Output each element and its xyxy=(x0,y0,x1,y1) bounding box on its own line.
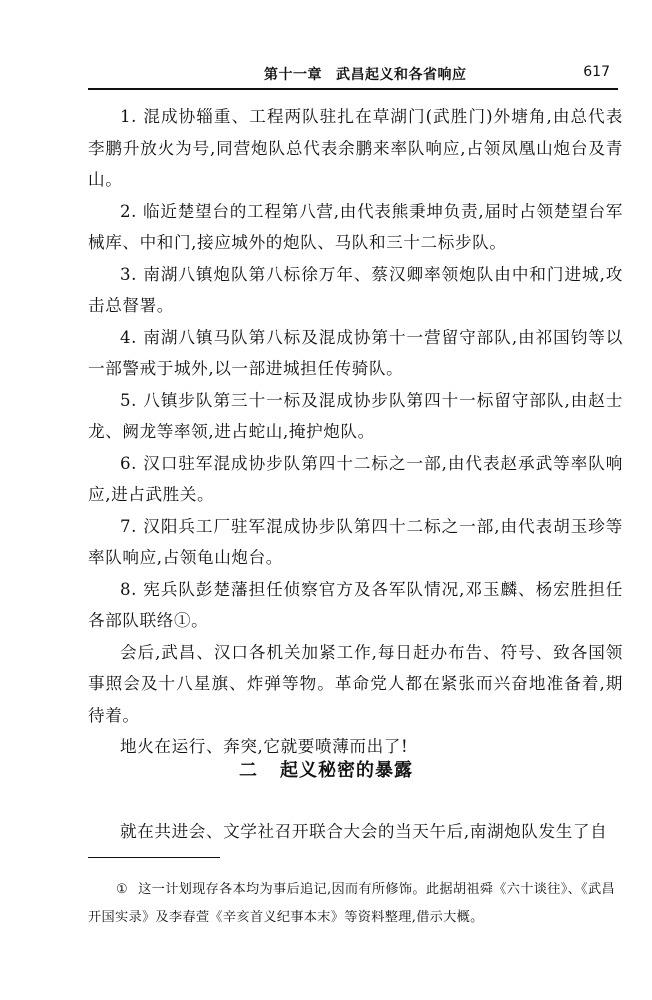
footnote-text: 这一计划现存各本均为事后追记,因而有所修饰。此据胡祖舜《六十谈往》、《武昌开国实录》及李春萱《辛亥首义纪事本末》等资料整理,借示大概。 xyxy=(88,882,615,925)
section-first-paragraph: 就在共进会、文学社召开联合大会的当天午后,南湖炮队发生了自 xyxy=(120,822,608,841)
footnote-divider xyxy=(88,857,220,858)
paragraph-item-5: 5. 八镇步队第三十一标及混成协步队第四十一标留守部队,由赵士龙、阙龙等率领,进占蛇山,掩护炮队。 xyxy=(88,390,623,441)
page-number: 617 xyxy=(583,64,610,80)
paragraph-item-7: 7. 汉阳兵工厂驻军混成协步队第四十二标之一部,由代表胡玉珍等率队响应,占领龟山炮台。 xyxy=(88,516,623,567)
footnote-marker: ① xyxy=(116,882,129,897)
paragraph-closing: 地火在运行、奔突,它就要喷薄而出了! xyxy=(120,737,409,756)
paragraph-item-8: 8. 宪兵队彭楚藩担任侦察官方及各军队情况,邓玉麟、杨宏胜担任各部队联络①。 xyxy=(88,579,623,630)
paragraph-item-4: 4. 南湖八镇马队第八标及混成协第十一营留守部队,由祁国钧等以一部警戒于城外,以一部进城担任传骑队。 xyxy=(88,327,623,378)
section-heading xyxy=(0,756,652,782)
section-number: 二 xyxy=(239,760,258,781)
footnote xyxy=(88,876,623,932)
paragraph-item-6: 6. 汉口驻军混成协步队第四十二标之一部,由代表赵承武等率队响应,进占武胜关。 xyxy=(88,453,623,504)
paragraph-item-1: 1. 混成协辎重、工程两队驻扎在草湖门(武胜门)外塘角,由总代表李鹏升放火为号,同营炮队总代表余鹏来率队响应,占领凤凰山炮台及青山。 xyxy=(88,107,623,189)
body-text xyxy=(88,101,623,763)
section-body xyxy=(88,816,623,848)
paragraph-after-meeting: 会后,武昌、汉口各机关加紧工作,每日赶办布告、符号、致各国领事照会及十八星旗、炸弹等物。革命党人都在紧张而兴奋地准备着,期待着。 xyxy=(88,642,623,725)
running-header xyxy=(88,62,618,90)
footnote-paragraph xyxy=(88,876,623,932)
chapter-heading xyxy=(264,64,467,84)
paragraph-item-3: 3. 南湖八镇炮队第八标徐万年、蔡汉卿率领炮队由中和门进城,攻击总督署。 xyxy=(88,264,623,315)
chapter-number: 第十一章 xyxy=(264,67,322,83)
section-title: 起义秘密的暴露 xyxy=(280,760,413,781)
paragraph-item-2: 2. 临近楚望台的工程第八营,由代表熊秉坤负责,届时占领楚望台军械库、中和门,接应城外的炮队、马队和三十二标步队。 xyxy=(88,201,623,252)
chapter-title: 武昌起义和各省响应 xyxy=(336,67,467,83)
